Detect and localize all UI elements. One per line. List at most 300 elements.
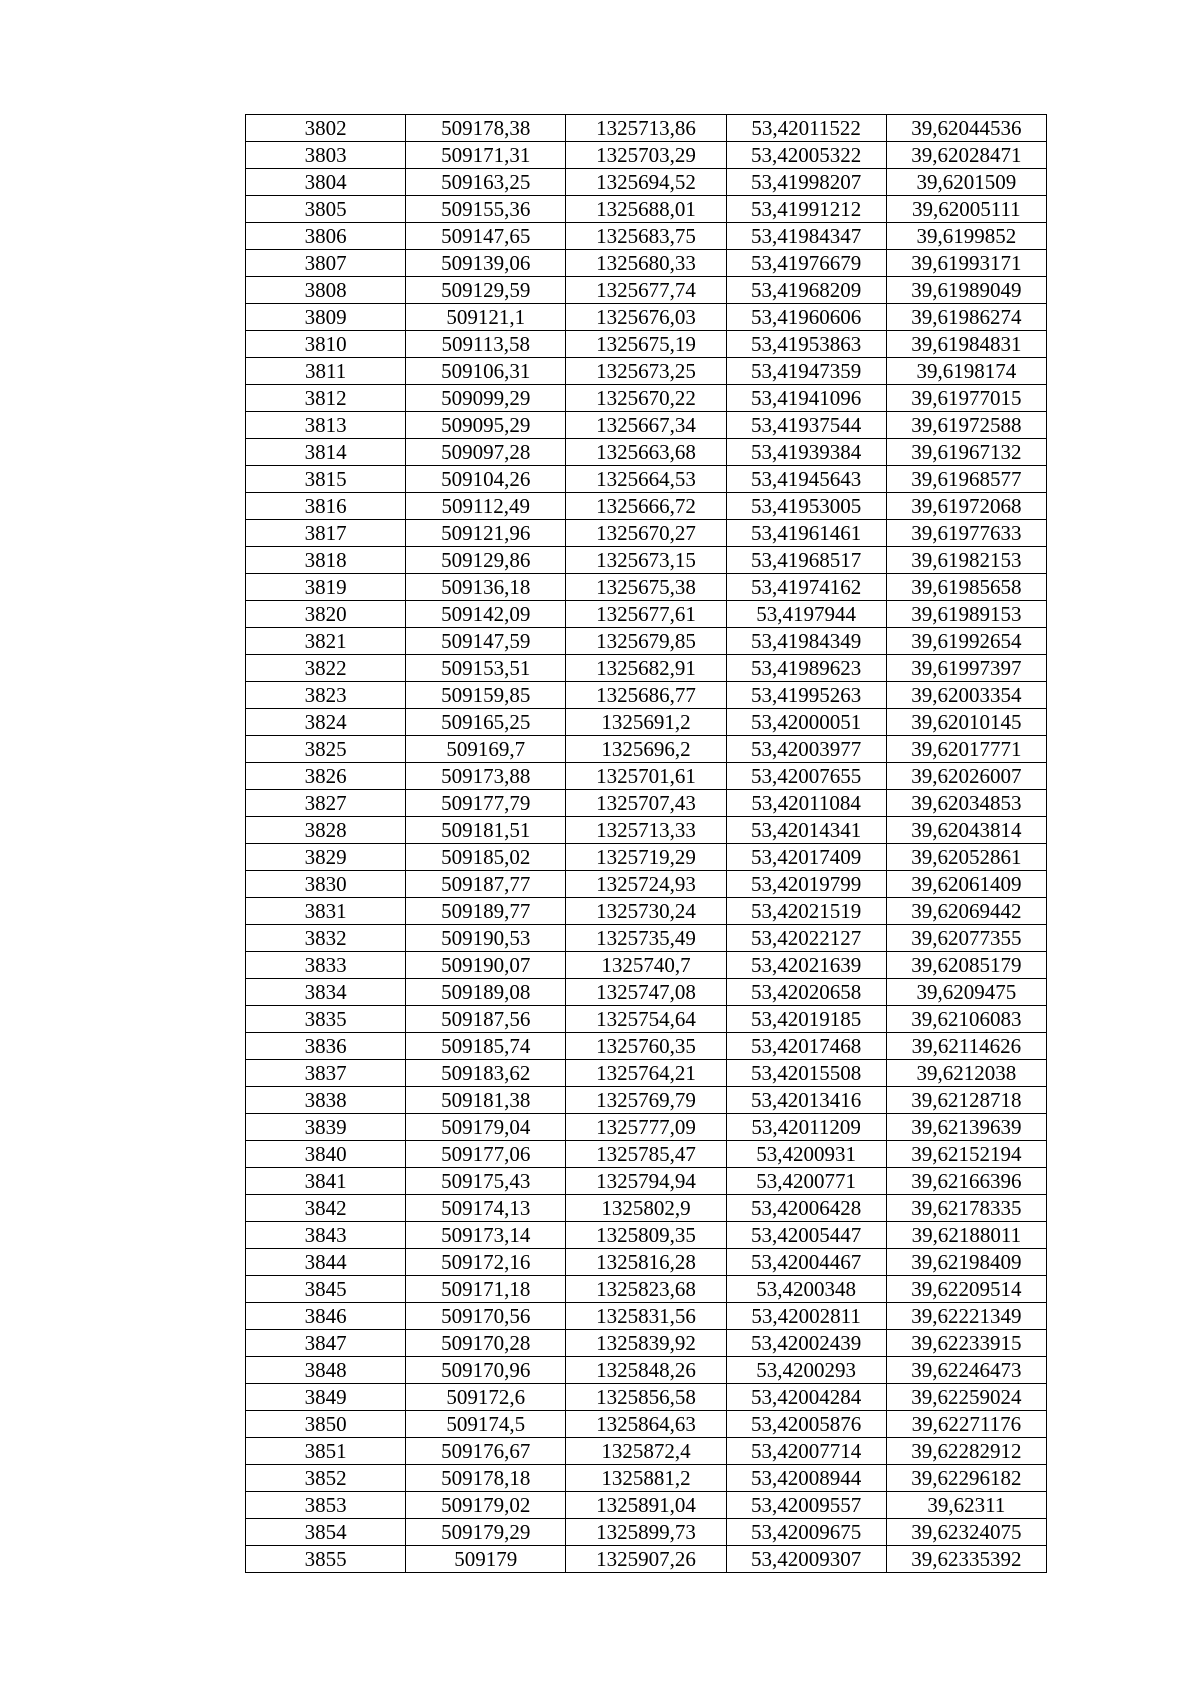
longitude-cell: 39,61984831 — [886, 331, 1046, 358]
table-row — [246, 628, 1047, 655]
point-number-cell: 3843 — [246, 1222, 406, 1249]
y-coordinate-cell: 1325719,29 — [566, 844, 726, 871]
latitude-cell: 53,42011522 — [726, 115, 886, 142]
point-number-cell: 3831 — [246, 898, 406, 925]
point-number-cell: 3803 — [246, 142, 406, 169]
latitude-cell: 53,42021519 — [726, 898, 886, 925]
latitude-cell: 53,4200348 — [726, 1276, 886, 1303]
latitude-cell: 53,42000051 — [726, 709, 886, 736]
latitude-cell: 53,42015508 — [726, 1060, 886, 1087]
y-coordinate-cell: 1325676,03 — [566, 304, 726, 331]
longitude-cell: 39,62166396 — [886, 1168, 1046, 1195]
table-row — [246, 817, 1047, 844]
latitude-cell: 53,42008944 — [726, 1465, 886, 1492]
table-row — [246, 1141, 1047, 1168]
x-coordinate-cell: 509165,25 — [406, 709, 566, 736]
x-coordinate-cell: 509121,96 — [406, 520, 566, 547]
point-number-cell: 3842 — [246, 1195, 406, 1222]
latitude-cell: 53,42019185 — [726, 1006, 886, 1033]
latitude-cell: 53,42017409 — [726, 844, 886, 871]
y-coordinate-cell: 1325754,64 — [566, 1006, 726, 1033]
x-coordinate-cell: 509113,58 — [406, 331, 566, 358]
point-number-cell: 3813 — [246, 412, 406, 439]
point-number-cell: 3839 — [246, 1114, 406, 1141]
longitude-cell: 39,62077355 — [886, 925, 1046, 952]
longitude-cell: 39,62324075 — [886, 1519, 1046, 1546]
x-coordinate-cell: 509099,29 — [406, 385, 566, 412]
point-number-cell: 3840 — [246, 1141, 406, 1168]
x-coordinate-cell: 509181,51 — [406, 817, 566, 844]
longitude-cell: 39,6201509 — [886, 169, 1046, 196]
table-row — [246, 1168, 1047, 1195]
x-coordinate-cell: 509173,88 — [406, 763, 566, 790]
y-coordinate-cell: 1325848,26 — [566, 1357, 726, 1384]
x-coordinate-cell: 509169,7 — [406, 736, 566, 763]
y-coordinate-cell: 1325899,73 — [566, 1519, 726, 1546]
y-coordinate-cell: 1325802,9 — [566, 1195, 726, 1222]
table-row — [246, 115, 1047, 142]
table-row — [246, 520, 1047, 547]
latitude-cell: 53,41995263 — [726, 682, 886, 709]
latitude-cell: 53,42004284 — [726, 1384, 886, 1411]
latitude-cell: 53,42020658 — [726, 979, 886, 1006]
latitude-cell: 53,42009675 — [726, 1519, 886, 1546]
table-row — [246, 1411, 1047, 1438]
point-number-cell: 3846 — [246, 1303, 406, 1330]
longitude-cell: 39,62246473 — [886, 1357, 1046, 1384]
longitude-cell: 39,62128718 — [886, 1087, 1046, 1114]
latitude-cell: 53,42013416 — [726, 1087, 886, 1114]
table-row — [246, 304, 1047, 331]
table-row — [246, 763, 1047, 790]
latitude-cell: 53,41984349 — [726, 628, 886, 655]
longitude-cell: 39,62005111 — [886, 196, 1046, 223]
point-number-cell: 3820 — [246, 601, 406, 628]
x-coordinate-cell: 509187,77 — [406, 871, 566, 898]
point-number-cell: 3805 — [246, 196, 406, 223]
longitude-cell: 39,6198174 — [886, 358, 1046, 385]
latitude-cell: 53,42006428 — [726, 1195, 886, 1222]
x-coordinate-cell: 509179 — [406, 1546, 566, 1573]
latitude-cell: 53,42009557 — [726, 1492, 886, 1519]
longitude-cell: 39,62003354 — [886, 682, 1046, 709]
table-row — [246, 1384, 1047, 1411]
point-number-cell: 3855 — [246, 1546, 406, 1573]
longitude-cell: 39,61997397 — [886, 655, 1046, 682]
longitude-cell: 39,62188011 — [886, 1222, 1046, 1249]
x-coordinate-cell: 509170,56 — [406, 1303, 566, 1330]
longitude-cell: 39,62233915 — [886, 1330, 1046, 1357]
table-row — [246, 277, 1047, 304]
x-coordinate-cell: 509179,04 — [406, 1114, 566, 1141]
y-coordinate-cell: 1325666,72 — [566, 493, 726, 520]
table-row — [246, 1519, 1047, 1546]
longitude-cell: 39,62085179 — [886, 952, 1046, 979]
y-coordinate-cell: 1325691,2 — [566, 709, 726, 736]
longitude-cell: 39,6209475 — [886, 979, 1046, 1006]
latitude-cell: 53,42003977 — [726, 736, 886, 763]
table-row — [246, 547, 1047, 574]
x-coordinate-cell: 509178,18 — [406, 1465, 566, 1492]
x-coordinate-cell: 509155,36 — [406, 196, 566, 223]
table-row — [246, 898, 1047, 925]
table-row — [246, 844, 1047, 871]
point-number-cell: 3852 — [246, 1465, 406, 1492]
table-row — [246, 1276, 1047, 1303]
y-coordinate-cell: 1325872,4 — [566, 1438, 726, 1465]
longitude-cell: 39,62010145 — [886, 709, 1046, 736]
longitude-cell: 39,62178335 — [886, 1195, 1046, 1222]
coordinates-table — [245, 114, 1047, 1573]
y-coordinate-cell: 1325673,15 — [566, 547, 726, 574]
y-coordinate-cell: 1325730,24 — [566, 898, 726, 925]
y-coordinate-cell: 1325680,33 — [566, 250, 726, 277]
longitude-cell: 39,62311 — [886, 1492, 1046, 1519]
x-coordinate-cell: 509189,77 — [406, 898, 566, 925]
y-coordinate-cell: 1325831,56 — [566, 1303, 726, 1330]
y-coordinate-cell: 1325670,22 — [566, 385, 726, 412]
x-coordinate-cell: 509172,16 — [406, 1249, 566, 1276]
y-coordinate-cell: 1325679,85 — [566, 628, 726, 655]
table-row — [246, 331, 1047, 358]
latitude-cell: 53,41960606 — [726, 304, 886, 331]
longitude-cell: 39,61977633 — [886, 520, 1046, 547]
point-number-cell: 3810 — [246, 331, 406, 358]
x-coordinate-cell: 509112,49 — [406, 493, 566, 520]
y-coordinate-cell: 1325891,04 — [566, 1492, 726, 1519]
point-number-cell: 3851 — [246, 1438, 406, 1465]
longitude-cell: 39,61989049 — [886, 277, 1046, 304]
longitude-cell: 39,62114626 — [886, 1033, 1046, 1060]
longitude-cell: 39,62052861 — [886, 844, 1046, 871]
y-coordinate-cell: 1325696,2 — [566, 736, 726, 763]
table-row — [246, 385, 1047, 412]
longitude-cell: 39,61982153 — [886, 547, 1046, 574]
x-coordinate-cell: 509142,09 — [406, 601, 566, 628]
point-number-cell: 3823 — [246, 682, 406, 709]
y-coordinate-cell: 1325785,47 — [566, 1141, 726, 1168]
point-number-cell: 3834 — [246, 979, 406, 1006]
y-coordinate-cell: 1325760,35 — [566, 1033, 726, 1060]
longitude-cell: 39,62034853 — [886, 790, 1046, 817]
y-coordinate-cell: 1325856,58 — [566, 1384, 726, 1411]
table-row — [246, 736, 1047, 763]
y-coordinate-cell: 1325664,53 — [566, 466, 726, 493]
y-coordinate-cell: 1325816,28 — [566, 1249, 726, 1276]
point-number-cell: 3821 — [246, 628, 406, 655]
table-row — [246, 1222, 1047, 1249]
table-row — [246, 790, 1047, 817]
point-number-cell: 3841 — [246, 1168, 406, 1195]
x-coordinate-cell: 509174,13 — [406, 1195, 566, 1222]
x-coordinate-cell: 509179,29 — [406, 1519, 566, 1546]
table-row — [246, 871, 1047, 898]
y-coordinate-cell: 1325747,08 — [566, 979, 726, 1006]
longitude-cell: 39,61986274 — [886, 304, 1046, 331]
latitude-cell: 53,41976679 — [726, 250, 886, 277]
latitude-cell: 53,41968209 — [726, 277, 886, 304]
table-row — [246, 682, 1047, 709]
latitude-cell: 53,41947359 — [726, 358, 886, 385]
y-coordinate-cell: 1325724,93 — [566, 871, 726, 898]
table-row — [246, 709, 1047, 736]
x-coordinate-cell: 509136,18 — [406, 574, 566, 601]
point-number-cell: 3826 — [246, 763, 406, 790]
x-coordinate-cell: 509178,38 — [406, 115, 566, 142]
x-coordinate-cell: 509163,25 — [406, 169, 566, 196]
x-coordinate-cell: 509139,06 — [406, 250, 566, 277]
longitude-cell: 39,62282912 — [886, 1438, 1046, 1465]
point-number-cell: 3824 — [246, 709, 406, 736]
table-row — [246, 979, 1047, 1006]
point-number-cell: 3812 — [246, 385, 406, 412]
x-coordinate-cell: 509177,06 — [406, 1141, 566, 1168]
point-number-cell: 3830 — [246, 871, 406, 898]
latitude-cell: 53,42009307 — [726, 1546, 886, 1573]
x-coordinate-cell: 509185,02 — [406, 844, 566, 871]
y-coordinate-cell: 1325675,19 — [566, 331, 726, 358]
latitude-cell: 53,41998207 — [726, 169, 886, 196]
y-coordinate-cell: 1325670,27 — [566, 520, 726, 547]
longitude-cell: 39,62044536 — [886, 115, 1046, 142]
x-coordinate-cell: 509129,59 — [406, 277, 566, 304]
point-number-cell: 3828 — [246, 817, 406, 844]
table-row — [246, 1492, 1047, 1519]
y-coordinate-cell: 1325907,26 — [566, 1546, 726, 1573]
longitude-cell: 39,62198409 — [886, 1249, 1046, 1276]
x-coordinate-cell: 509121,1 — [406, 304, 566, 331]
y-coordinate-cell: 1325777,09 — [566, 1114, 726, 1141]
y-coordinate-cell: 1325701,61 — [566, 763, 726, 790]
latitude-cell: 53,4197944 — [726, 601, 886, 628]
x-coordinate-cell: 509185,74 — [406, 1033, 566, 1060]
longitude-cell: 39,6212038 — [886, 1060, 1046, 1087]
longitude-cell: 39,62259024 — [886, 1384, 1046, 1411]
longitude-cell: 39,62106083 — [886, 1006, 1046, 1033]
longitude-cell: 39,61972068 — [886, 493, 1046, 520]
y-coordinate-cell: 1325735,49 — [566, 925, 726, 952]
x-coordinate-cell: 509170,96 — [406, 1357, 566, 1384]
table-row — [246, 1438, 1047, 1465]
table-row — [246, 1114, 1047, 1141]
longitude-cell: 39,61985658 — [886, 574, 1046, 601]
latitude-cell: 53,42011084 — [726, 790, 886, 817]
latitude-cell: 53,42022127 — [726, 925, 886, 952]
point-number-cell: 3814 — [246, 439, 406, 466]
y-coordinate-cell: 1325713,33 — [566, 817, 726, 844]
point-number-cell: 3829 — [246, 844, 406, 871]
longitude-cell: 39,61989153 — [886, 601, 1046, 628]
longitude-cell: 39,61977015 — [886, 385, 1046, 412]
x-coordinate-cell: 509189,08 — [406, 979, 566, 1006]
point-number-cell: 3853 — [246, 1492, 406, 1519]
point-number-cell: 3832 — [246, 925, 406, 952]
longitude-cell: 39,62209514 — [886, 1276, 1046, 1303]
x-coordinate-cell: 509095,29 — [406, 412, 566, 439]
latitude-cell: 53,41984347 — [726, 223, 886, 250]
table-row — [246, 1087, 1047, 1114]
longitude-cell: 39,62069442 — [886, 898, 1046, 925]
longitude-cell: 39,62335392 — [886, 1546, 1046, 1573]
point-number-cell: 3808 — [246, 277, 406, 304]
table-row — [246, 223, 1047, 250]
y-coordinate-cell: 1325864,63 — [566, 1411, 726, 1438]
x-coordinate-cell: 509190,53 — [406, 925, 566, 952]
point-number-cell: 3822 — [246, 655, 406, 682]
latitude-cell: 53,41937544 — [726, 412, 886, 439]
table-row — [246, 1060, 1047, 1087]
table-row — [246, 493, 1047, 520]
x-coordinate-cell: 509179,02 — [406, 1492, 566, 1519]
latitude-cell: 53,42019799 — [726, 871, 886, 898]
point-number-cell: 3816 — [246, 493, 406, 520]
latitude-cell: 53,4200771 — [726, 1168, 886, 1195]
table-row — [246, 142, 1047, 169]
point-number-cell: 3819 — [246, 574, 406, 601]
latitude-cell: 53,41989623 — [726, 655, 886, 682]
point-number-cell: 3806 — [246, 223, 406, 250]
point-number-cell: 3815 — [246, 466, 406, 493]
y-coordinate-cell: 1325675,38 — [566, 574, 726, 601]
latitude-cell: 53,42005447 — [726, 1222, 886, 1249]
y-coordinate-cell: 1325663,68 — [566, 439, 726, 466]
y-coordinate-cell: 1325682,91 — [566, 655, 726, 682]
table-row — [246, 952, 1047, 979]
y-coordinate-cell: 1325686,77 — [566, 682, 726, 709]
point-number-cell: 3854 — [246, 1519, 406, 1546]
y-coordinate-cell: 1325809,35 — [566, 1222, 726, 1249]
x-coordinate-cell: 509159,85 — [406, 682, 566, 709]
x-coordinate-cell: 509173,14 — [406, 1222, 566, 1249]
y-coordinate-cell: 1325677,74 — [566, 277, 726, 304]
x-coordinate-cell: 509183,62 — [406, 1060, 566, 1087]
latitude-cell: 53,42017468 — [726, 1033, 886, 1060]
table-row — [246, 1330, 1047, 1357]
longitude-cell: 39,62271176 — [886, 1411, 1046, 1438]
x-coordinate-cell: 509170,28 — [406, 1330, 566, 1357]
table-row — [246, 1195, 1047, 1222]
table-row — [246, 1465, 1047, 1492]
table-row — [246, 412, 1047, 439]
x-coordinate-cell: 509171,18 — [406, 1276, 566, 1303]
longitude-cell: 39,61972588 — [886, 412, 1046, 439]
table-row — [246, 169, 1047, 196]
point-number-cell: 3825 — [246, 736, 406, 763]
y-coordinate-cell: 1325823,68 — [566, 1276, 726, 1303]
point-number-cell: 3809 — [246, 304, 406, 331]
point-number-cell: 3838 — [246, 1087, 406, 1114]
table-row — [246, 1006, 1047, 1033]
y-coordinate-cell: 1325881,2 — [566, 1465, 726, 1492]
longitude-cell: 39,62139639 — [886, 1114, 1046, 1141]
x-coordinate-cell: 509175,43 — [406, 1168, 566, 1195]
latitude-cell: 53,4200931 — [726, 1141, 886, 1168]
longitude-cell: 39,62152194 — [886, 1141, 1046, 1168]
table-row — [246, 601, 1047, 628]
longitude-cell: 39,62061409 — [886, 871, 1046, 898]
longitude-cell: 39,62026007 — [886, 763, 1046, 790]
point-number-cell: 3804 — [246, 169, 406, 196]
table-row — [246, 655, 1047, 682]
latitude-cell: 53,42014341 — [726, 817, 886, 844]
point-number-cell: 3845 — [246, 1276, 406, 1303]
latitude-cell: 53,42002811 — [726, 1303, 886, 1330]
latitude-cell: 53,41941096 — [726, 385, 886, 412]
latitude-cell: 53,41945643 — [726, 466, 886, 493]
x-coordinate-cell: 509176,67 — [406, 1438, 566, 1465]
longitude-cell: 39,6199852 — [886, 223, 1046, 250]
y-coordinate-cell: 1325713,86 — [566, 115, 726, 142]
y-coordinate-cell: 1325740,7 — [566, 952, 726, 979]
point-number-cell: 3818 — [246, 547, 406, 574]
point-number-cell: 3817 — [246, 520, 406, 547]
latitude-cell: 53,41953863 — [726, 331, 886, 358]
y-coordinate-cell: 1325764,21 — [566, 1060, 726, 1087]
y-coordinate-cell: 1325683,75 — [566, 223, 726, 250]
latitude-cell: 53,42005876 — [726, 1411, 886, 1438]
x-coordinate-cell: 509106,31 — [406, 358, 566, 385]
y-coordinate-cell: 1325677,61 — [566, 601, 726, 628]
longitude-cell: 39,62296182 — [886, 1465, 1046, 1492]
x-coordinate-cell: 509190,07 — [406, 952, 566, 979]
y-coordinate-cell: 1325667,34 — [566, 412, 726, 439]
table-row — [246, 1033, 1047, 1060]
point-number-cell: 3811 — [246, 358, 406, 385]
table-row — [246, 250, 1047, 277]
table-row — [246, 358, 1047, 385]
latitude-cell: 53,41953005 — [726, 493, 886, 520]
point-number-cell: 3835 — [246, 1006, 406, 1033]
longitude-cell: 39,61993171 — [886, 250, 1046, 277]
point-number-cell: 3849 — [246, 1384, 406, 1411]
table-row — [246, 1249, 1047, 1276]
y-coordinate-cell: 1325703,29 — [566, 142, 726, 169]
y-coordinate-cell: 1325794,94 — [566, 1168, 726, 1195]
x-coordinate-cell: 509129,86 — [406, 547, 566, 574]
latitude-cell: 53,41968517 — [726, 547, 886, 574]
latitude-cell: 53,4200293 — [726, 1357, 886, 1384]
table-row — [246, 1546, 1047, 1573]
point-number-cell: 3848 — [246, 1357, 406, 1384]
y-coordinate-cell: 1325694,52 — [566, 169, 726, 196]
y-coordinate-cell: 1325673,25 — [566, 358, 726, 385]
longitude-cell: 39,62221349 — [886, 1303, 1046, 1330]
latitude-cell: 53,42002439 — [726, 1330, 886, 1357]
table-row — [246, 925, 1047, 952]
latitude-cell: 53,42007655 — [726, 763, 886, 790]
y-coordinate-cell: 1325839,92 — [566, 1330, 726, 1357]
point-number-cell: 3837 — [246, 1060, 406, 1087]
point-number-cell: 3807 — [246, 250, 406, 277]
x-coordinate-cell: 509181,38 — [406, 1087, 566, 1114]
latitude-cell: 53,42004467 — [726, 1249, 886, 1276]
longitude-cell: 39,61967132 — [886, 439, 1046, 466]
point-number-cell: 3827 — [246, 790, 406, 817]
x-coordinate-cell: 509174,5 — [406, 1411, 566, 1438]
point-number-cell: 3844 — [246, 1249, 406, 1276]
x-coordinate-cell: 509153,51 — [406, 655, 566, 682]
point-number-cell: 3802 — [246, 115, 406, 142]
latitude-cell: 53,42007714 — [726, 1438, 886, 1465]
x-coordinate-cell: 509097,28 — [406, 439, 566, 466]
point-number-cell: 3847 — [246, 1330, 406, 1357]
latitude-cell: 53,41939384 — [726, 439, 886, 466]
y-coordinate-cell: 1325688,01 — [566, 196, 726, 223]
x-coordinate-cell: 509187,56 — [406, 1006, 566, 1033]
table-row — [246, 574, 1047, 601]
latitude-cell: 53,41974162 — [726, 574, 886, 601]
point-number-cell: 3833 — [246, 952, 406, 979]
